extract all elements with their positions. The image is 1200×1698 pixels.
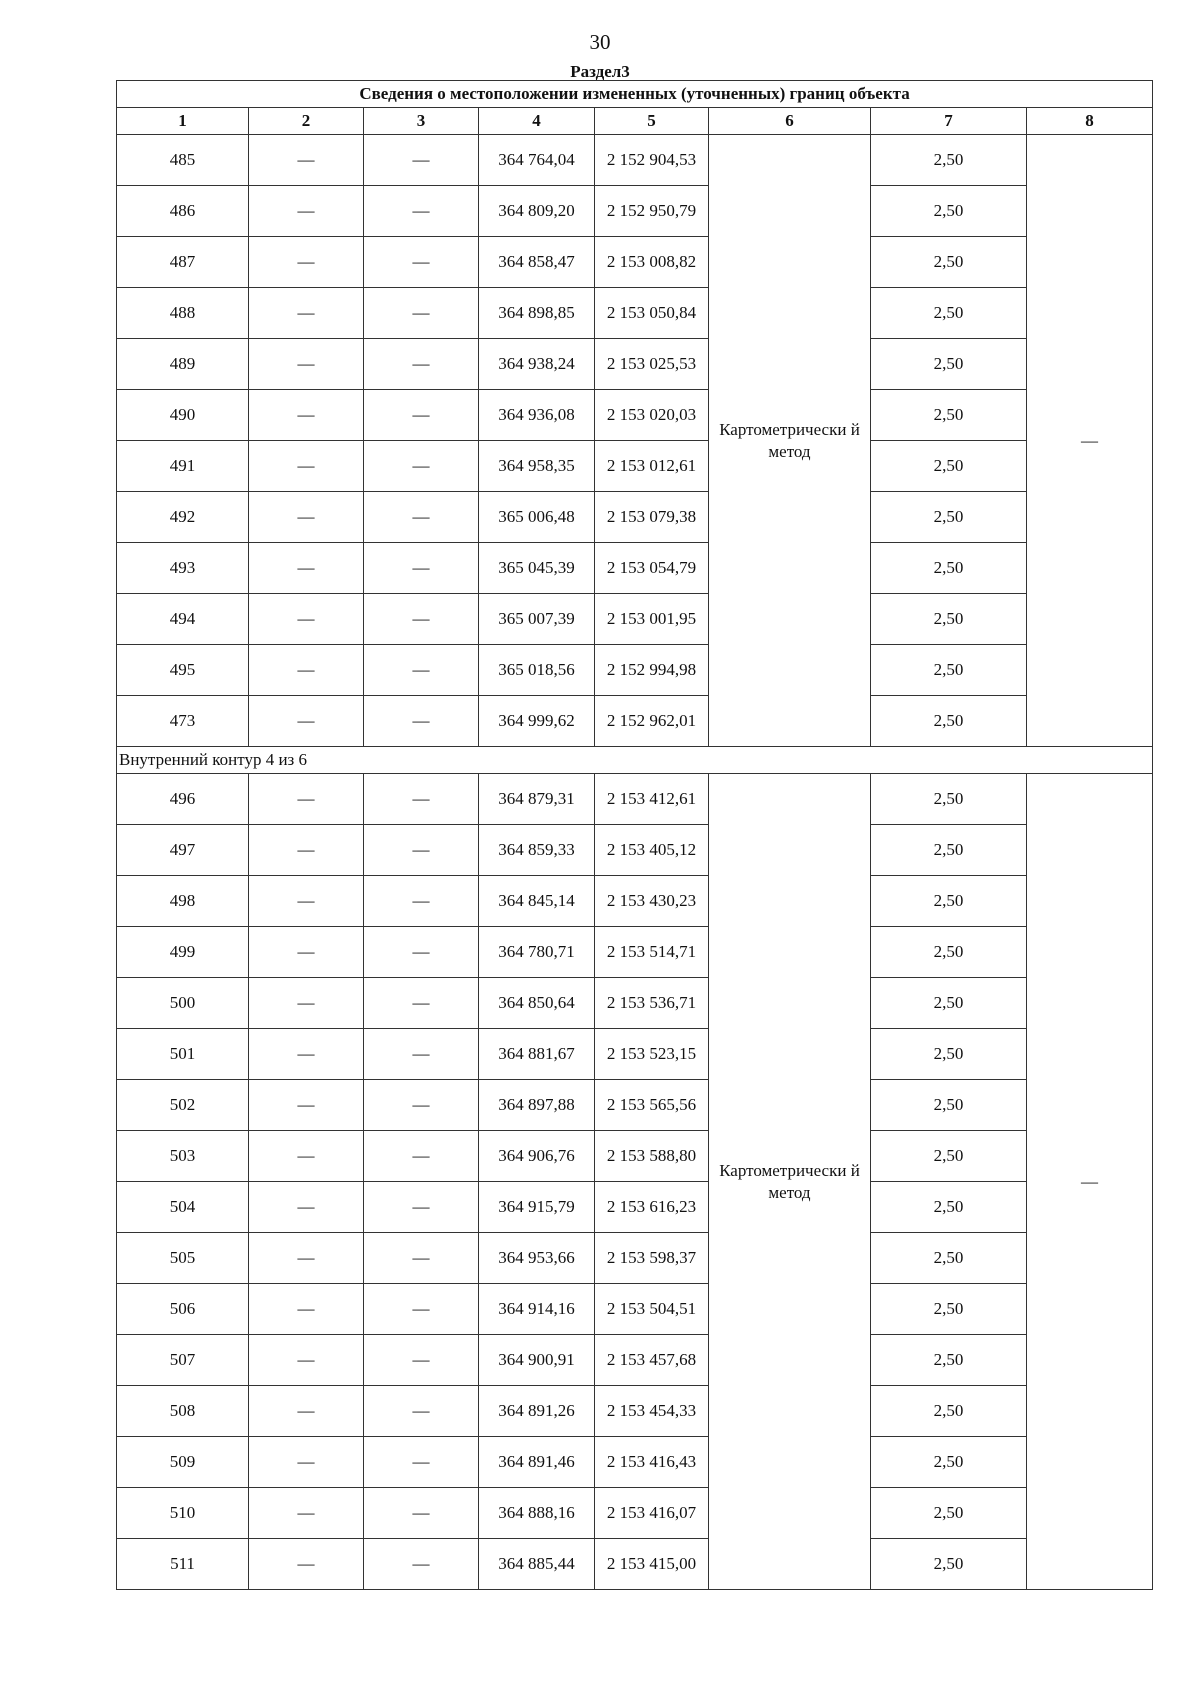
x-coordinate-cell: 365 045,39 — [479, 543, 595, 594]
old-y-cell: — — [364, 1386, 479, 1437]
x-coordinate-cell: 364 938,24 — [479, 339, 595, 390]
old-x-cell: — — [249, 1488, 364, 1539]
old-x-cell: — — [249, 1029, 364, 1080]
accuracy-cell: 2,50 — [871, 1437, 1027, 1488]
column-number-header: 1 — [117, 108, 249, 135]
page-number: 30 — [589, 30, 611, 54]
old-y-cell: — — [364, 594, 479, 645]
old-x-cell: — — [249, 441, 364, 492]
table-row — [117, 1080, 1153, 1131]
y-coordinate-cell: 2 153 001,95 — [595, 594, 709, 645]
point-number-cell: 500 — [117, 978, 249, 1029]
old-y-cell: — — [364, 186, 479, 237]
accuracy-cell: 2,50 — [871, 927, 1027, 978]
point-number-cell: 495 — [117, 645, 249, 696]
old-y-cell: — — [364, 1437, 479, 1488]
old-y-cell: — — [364, 288, 479, 339]
y-coordinate-cell: 2 152 904,53 — [595, 135, 709, 186]
point-number-cell: 496 — [117, 774, 249, 825]
table-row — [117, 1284, 1153, 1335]
y-coordinate-cell: 2 153 430,23 — [595, 876, 709, 927]
table-row — [117, 237, 1153, 288]
section-title: Раздел3 — [570, 62, 630, 81]
x-coordinate-cell: 364 897,88 — [479, 1080, 595, 1131]
point-number-cell: 502 — [117, 1080, 249, 1131]
point-number-cell: 490 — [117, 390, 249, 441]
y-coordinate-cell: 2 153 012,61 — [595, 441, 709, 492]
x-coordinate-cell: 365 007,39 — [479, 594, 595, 645]
old-x-cell: — — [249, 543, 364, 594]
point-number-cell: 509 — [117, 1437, 249, 1488]
accuracy-cell: 2,50 — [871, 339, 1027, 390]
table-row — [117, 1437, 1153, 1488]
table-row — [117, 1488, 1153, 1539]
y-coordinate-cell: 2 153 588,80 — [595, 1131, 709, 1182]
y-coordinate-cell: 2 153 020,03 — [595, 390, 709, 441]
old-x-cell: — — [249, 339, 364, 390]
old-y-cell: — — [364, 237, 479, 288]
accuracy-cell: 2,50 — [871, 1335, 1027, 1386]
point-number-cell: 507 — [117, 1335, 249, 1386]
accuracy-cell: 2,50 — [871, 1284, 1027, 1335]
x-coordinate-cell: 364 900,91 — [479, 1335, 595, 1386]
table-row — [117, 441, 1153, 492]
column-number-row — [117, 108, 1153, 135]
x-coordinate-cell: 364 906,76 — [479, 1131, 595, 1182]
contour-label-row — [117, 747, 1153, 774]
point-number-cell: 494 — [117, 594, 249, 645]
point-number-cell: 485 — [117, 135, 249, 186]
old-x-cell: — — [249, 1080, 364, 1131]
y-coordinate-cell: 2 152 962,01 — [595, 696, 709, 747]
point-number-cell: 505 — [117, 1233, 249, 1284]
table-row — [117, 1539, 1153, 1590]
column-number-header: 6 — [709, 108, 871, 135]
y-coordinate-cell: 2 153 025,53 — [595, 339, 709, 390]
y-coordinate-cell: 2 153 523,15 — [595, 1029, 709, 1080]
accuracy-cell: 2,50 — [871, 492, 1027, 543]
table-row — [117, 825, 1153, 876]
old-x-cell: — — [249, 135, 364, 186]
table-row — [117, 186, 1153, 237]
point-number-cell: 492 — [117, 492, 249, 543]
point-number-cell: 503 — [117, 1131, 249, 1182]
old-y-cell: — — [364, 543, 479, 594]
old-y-cell: — — [364, 1488, 479, 1539]
y-coordinate-cell: 2 153 416,43 — [595, 1437, 709, 1488]
point-number-cell: 473 — [117, 696, 249, 747]
point-number-cell: 499 — [117, 927, 249, 978]
x-coordinate-cell: 364 999,62 — [479, 696, 595, 747]
old-x-cell: — — [249, 978, 364, 1029]
table-row — [117, 774, 1153, 825]
old-x-cell: — — [249, 876, 364, 927]
old-x-cell: — — [249, 1386, 364, 1437]
accuracy-cell: 2,50 — [871, 696, 1027, 747]
point-number-cell: 510 — [117, 1488, 249, 1539]
y-coordinate-cell: 2 153 514,71 — [595, 927, 709, 978]
y-coordinate-cell: 2 153 565,56 — [595, 1080, 709, 1131]
point-number-cell: 498 — [117, 876, 249, 927]
x-coordinate-cell: 364 914,16 — [479, 1284, 595, 1335]
x-coordinate-cell: 364 809,20 — [479, 186, 595, 237]
point-number-cell: 497 — [117, 825, 249, 876]
x-coordinate-cell: 364 850,64 — [479, 978, 595, 1029]
method-cell: Картометрически й метод — [709, 135, 871, 747]
table-row — [117, 1386, 1153, 1437]
column-number-header: 5 — [595, 108, 709, 135]
y-coordinate-cell: 2 153 412,61 — [595, 774, 709, 825]
old-y-cell: — — [364, 1539, 479, 1590]
y-coordinate-cell: 2 153 415,00 — [595, 1539, 709, 1590]
old-x-cell: — — [249, 774, 364, 825]
accuracy-cell: 2,50 — [871, 1029, 1027, 1080]
table-row — [117, 696, 1153, 747]
y-coordinate-cell: 2 153 054,79 — [595, 543, 709, 594]
old-x-cell: — — [249, 492, 364, 543]
old-y-cell: — — [364, 696, 479, 747]
old-x-cell: — — [249, 927, 364, 978]
old-y-cell: — — [364, 645, 479, 696]
y-coordinate-cell: 2 153 536,71 — [595, 978, 709, 1029]
x-coordinate-cell: 365 018,56 — [479, 645, 595, 696]
old-x-cell: — — [249, 390, 364, 441]
column-number-header: 7 — [871, 108, 1027, 135]
table-body — [117, 135, 1153, 1590]
old-y-cell: — — [364, 978, 479, 1029]
y-coordinate-cell: 2 153 504,51 — [595, 1284, 709, 1335]
old-y-cell: — — [364, 774, 479, 825]
old-y-cell: — — [364, 927, 479, 978]
old-y-cell: — — [364, 492, 479, 543]
old-y-cell: — — [364, 1284, 479, 1335]
old-x-cell: — — [249, 1233, 364, 1284]
column-8-cell: — — [1027, 774, 1153, 1590]
x-coordinate-cell: 364 898,85 — [479, 288, 595, 339]
old-y-cell: — — [364, 135, 479, 186]
old-x-cell: — — [249, 1539, 364, 1590]
accuracy-cell: 2,50 — [871, 1488, 1027, 1539]
table-row — [117, 492, 1153, 543]
point-number-cell: 489 — [117, 339, 249, 390]
column-number-header: 2 — [249, 108, 364, 135]
x-coordinate-cell: 364 881,67 — [479, 1029, 595, 1080]
table-row — [117, 978, 1153, 1029]
y-coordinate-cell: 2 152 994,98 — [595, 645, 709, 696]
method-cell: Картометрически й метод — [709, 774, 871, 1590]
accuracy-cell: 2,50 — [871, 543, 1027, 594]
table-row — [117, 594, 1153, 645]
y-coordinate-cell: 2 153 598,37 — [595, 1233, 709, 1284]
point-number-cell: 501 — [117, 1029, 249, 1080]
old-y-cell: — — [364, 1233, 479, 1284]
y-coordinate-cell: 2 153 416,07 — [595, 1488, 709, 1539]
table-row — [117, 390, 1153, 441]
table-row — [117, 1029, 1153, 1080]
x-coordinate-cell: 364 891,46 — [479, 1437, 595, 1488]
old-x-cell: — — [249, 1182, 364, 1233]
column-number-header: 3 — [364, 108, 479, 135]
old-y-cell: — — [364, 1335, 479, 1386]
table-row — [117, 288, 1153, 339]
old-x-cell: — — [249, 237, 364, 288]
old-y-cell: — — [364, 441, 479, 492]
accuracy-cell: 2,50 — [871, 288, 1027, 339]
accuracy-cell: 2,50 — [871, 186, 1027, 237]
table-row — [117, 1335, 1153, 1386]
x-coordinate-cell: 364 764,04 — [479, 135, 595, 186]
x-coordinate-cell: 364 953,66 — [479, 1233, 595, 1284]
accuracy-cell: 2,50 — [871, 645, 1027, 696]
accuracy-cell: 2,50 — [871, 1539, 1027, 1590]
table-row — [117, 876, 1153, 927]
old-x-cell: — — [249, 594, 364, 645]
x-coordinate-cell: 364 936,08 — [479, 390, 595, 441]
point-number-cell: 488 — [117, 288, 249, 339]
old-y-cell: — — [364, 1182, 479, 1233]
point-number-cell: 487 — [117, 237, 249, 288]
old-x-cell: — — [249, 1131, 364, 1182]
x-coordinate-cell: 364 780,71 — [479, 927, 595, 978]
x-coordinate-cell: 364 858,47 — [479, 237, 595, 288]
y-coordinate-cell: 2 153 457,68 — [595, 1335, 709, 1386]
point-number-cell: 506 — [117, 1284, 249, 1335]
boundary-coordinates-table — [116, 80, 1153, 1590]
x-coordinate-cell: 364 885,44 — [479, 1539, 595, 1590]
x-coordinate-cell: 364 879,31 — [479, 774, 595, 825]
point-number-cell: 486 — [117, 186, 249, 237]
old-x-cell: — — [249, 288, 364, 339]
point-number-cell: 491 — [117, 441, 249, 492]
x-coordinate-cell: 364 859,33 — [479, 825, 595, 876]
table-row — [117, 1131, 1153, 1182]
table-row — [117, 135, 1153, 186]
x-coordinate-cell: 364 845,14 — [479, 876, 595, 927]
y-coordinate-cell: 2 153 050,84 — [595, 288, 709, 339]
y-coordinate-cell: 2 152 950,79 — [595, 186, 709, 237]
old-x-cell: — — [249, 696, 364, 747]
accuracy-cell: 2,50 — [871, 390, 1027, 441]
table-row — [117, 927, 1153, 978]
old-y-cell: — — [364, 1131, 479, 1182]
accuracy-cell: 2,50 — [871, 1131, 1027, 1182]
accuracy-cell: 2,50 — [871, 978, 1027, 1029]
old-x-cell: — — [249, 1437, 364, 1488]
old-y-cell: — — [364, 339, 479, 390]
column-8-cell: — — [1027, 135, 1153, 747]
column-number-header: 8 — [1027, 108, 1153, 135]
old-y-cell: — — [364, 390, 479, 441]
table-row — [117, 645, 1153, 696]
accuracy-cell: 2,50 — [871, 135, 1027, 186]
old-x-cell: — — [249, 1284, 364, 1335]
x-coordinate-cell: 365 006,48 — [479, 492, 595, 543]
old-y-cell: — — [364, 1080, 479, 1131]
point-number-cell: 493 — [117, 543, 249, 594]
accuracy-cell: 2,50 — [871, 876, 1027, 927]
point-number-cell: 504 — [117, 1182, 249, 1233]
accuracy-cell: 2,50 — [871, 441, 1027, 492]
old-y-cell: — — [364, 1029, 479, 1080]
table-row — [117, 339, 1153, 390]
accuracy-cell: 2,50 — [871, 1233, 1027, 1284]
y-coordinate-cell: 2 153 008,82 — [595, 237, 709, 288]
accuracy-cell: 2,50 — [871, 1386, 1027, 1437]
x-coordinate-cell: 364 888,16 — [479, 1488, 595, 1539]
column-number-header: 4 — [479, 108, 595, 135]
accuracy-cell: 2,50 — [871, 1182, 1027, 1233]
old-x-cell: — — [249, 645, 364, 696]
old-y-cell: — — [364, 876, 479, 927]
accuracy-cell: 2,50 — [871, 774, 1027, 825]
y-coordinate-cell: 2 153 079,38 — [595, 492, 709, 543]
old-x-cell: — — [249, 186, 364, 237]
point-number-cell: 508 — [117, 1386, 249, 1437]
contour-label: Внутренний контур 4 из 6 — [117, 747, 1153, 774]
table-caption: Сведения о местоположении измененных (уточненных) границ объекта — [117, 81, 1153, 108]
y-coordinate-cell: 2 153 454,33 — [595, 1386, 709, 1437]
y-coordinate-cell: 2 153 405,12 — [595, 825, 709, 876]
accuracy-cell: 2,50 — [871, 237, 1027, 288]
x-coordinate-cell: 364 958,35 — [479, 441, 595, 492]
old-y-cell: — — [364, 825, 479, 876]
table-row — [117, 1233, 1153, 1284]
old-x-cell: — — [249, 1335, 364, 1386]
y-coordinate-cell: 2 153 616,23 — [595, 1182, 709, 1233]
table-row — [117, 1182, 1153, 1233]
accuracy-cell: 2,50 — [871, 594, 1027, 645]
old-x-cell: — — [249, 825, 364, 876]
x-coordinate-cell: 364 915,79 — [479, 1182, 595, 1233]
accuracy-cell: 2,50 — [871, 825, 1027, 876]
accuracy-cell: 2,50 — [871, 1080, 1027, 1131]
point-number-cell: 511 — [117, 1539, 249, 1590]
table-row — [117, 543, 1153, 594]
x-coordinate-cell: 364 891,26 — [479, 1386, 595, 1437]
